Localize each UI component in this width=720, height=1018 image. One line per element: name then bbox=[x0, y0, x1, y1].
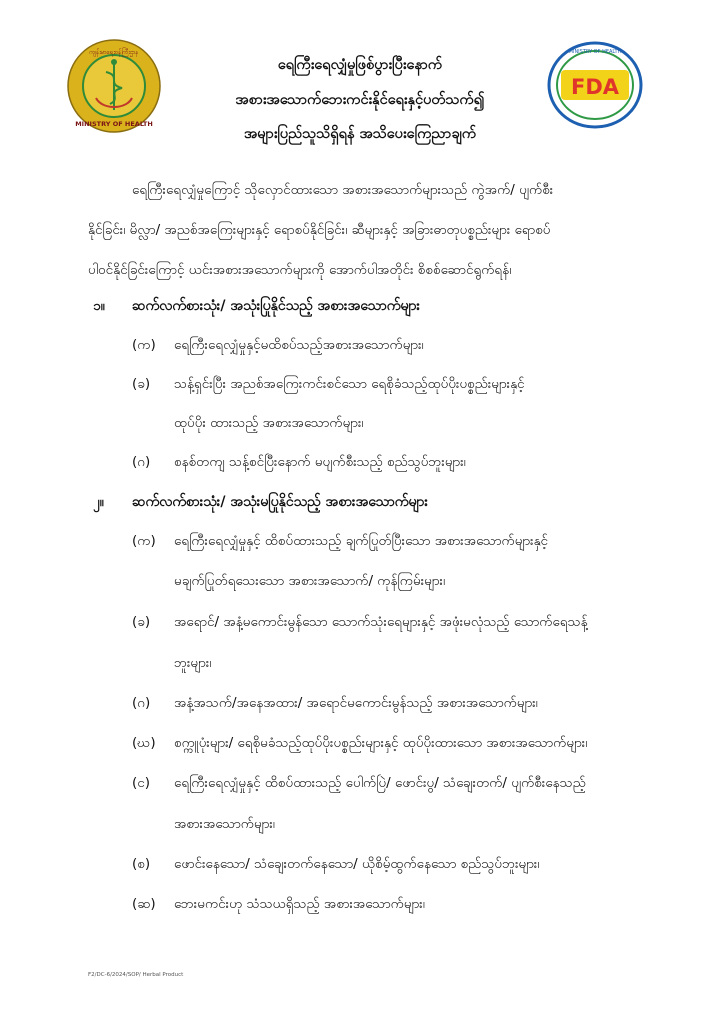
section-1-item-1-mark: (က) bbox=[132, 337, 156, 353]
intro-line-2: နိုင်ခြင်း၊ မိလ္လာ/ အညစ်အကြေးများနှင့် ရောစပ်နိုင်ခြင်း၊ ဆီများနှင့် အခြားဓာတုပစ္စည်းများ ရောစပ် bbox=[88, 222, 551, 238]
section-2-item-1-mark: (က) bbox=[132, 533, 156, 549]
moh-logo-bottom-text: MINISTRY OF HEALTH bbox=[75, 120, 153, 128]
section-2-item-7-mark: (ဆ) bbox=[132, 896, 156, 912]
section-2-item-4-text: စက္ကူပုံးများ/ ရေစိုမခံသည့်ထုပ်ပိုးပစ္စည်းများနှင့် ထုပ်ပိုးထားသော အစားအသောက်များ၊ bbox=[174, 735, 588, 751]
title-line-1: ရေကြီးရေလျှံမှုဖြစ်ပွားပြီးနောက် bbox=[277, 57, 443, 73]
section-2-item-6-text: ဖောင်းနေသော/ သံချေးတက်နေသော/ ယိုစိမ့်ထွက်နေသော စည်သွပ်ဘူးများ၊ bbox=[174, 856, 540, 872]
section-2-item-1-text: ရေကြီးရေလျှံမှုနှင့် ထိစပ်ထားသည့် ချက်ပြုတ်ပြီးသော အစားအသောက်များနှင့် bbox=[174, 533, 549, 549]
section-2-item-2-text-cont: ဘူးများ၊ bbox=[174, 655, 212, 671]
section-2-item-2-mark: (ခ) bbox=[132, 614, 151, 630]
section-1-item-3-text: စနစ်တကျ သန့်စင်ပြီးနောက် မပျက်စီးသည့် စည်သွပ်ဘူးများ၊ bbox=[174, 454, 466, 470]
fda-logo-ring-text: MINISTRY OF HEALTH bbox=[568, 49, 622, 55]
document-code-footer: F2/DC-6/2024/SOP/ Herbal Product bbox=[88, 972, 184, 978]
fda-logo bbox=[545, 40, 645, 130]
section-2-item-7-text: ဘေးမကင်းဟု သံသယရှိသည့် အစားအသောက်များ၊ bbox=[174, 896, 425, 912]
section-2-item-3-mark: (ဂ) bbox=[132, 695, 151, 711]
section-1-heading: ဆက်လက်စားသုံး/ အသုံးပြုနိုင်သည့် အစားအသောက်များ bbox=[132, 298, 420, 314]
ministry-of-health-logo bbox=[66, 38, 162, 134]
title-line-2: အစားအသောက်ဘေးကင်းနိုင်ရေးနှင့်ပတ်သက်၍ bbox=[235, 92, 485, 108]
section-2-heading: ဆက်လက်စားသုံး/ အသုံးမပြုနိုင်သည့် အစားအသောက်များ bbox=[132, 494, 428, 510]
section-2-number: ၂။ bbox=[93, 494, 104, 510]
section-2-item-2-text: အရောင်/ အနံ့မကောင်းမွန်သော သောက်သုံးရေများနှင့် အဖုံးမလုံသည့် သောက်ရေသန့် bbox=[174, 614, 588, 630]
section-2-item-3-text: အနံ့အသက်/အနေအထား/ အရောင်မကောင်းမွန်သည့် အစားအသောက်များ၊ bbox=[174, 695, 538, 711]
section-2-item-1-text-cont: မချက်ပြုတ်ရသေးသော အစားအသောက်/ ကုန်ကြမ်းများ၊ bbox=[174, 573, 446, 589]
section-1-item-1-text: ရေကြီးရေလျှံမှုနှင့်မထိစပ်သည့်အစားအသောက်များ၊ bbox=[174, 337, 424, 353]
moh-logo-top-text: ကျန်းမာရေးဝန်ကြီးဌာန bbox=[89, 49, 139, 56]
section-1-item-2-text-cont: ထုပ်ပိုး ထားသည့် အစားအသောက်များ၊ bbox=[174, 415, 364, 431]
section-1-item-2-text: သန့်ရှင်းပြီး အညစ်အကြေးကင်းစင်သော ရေစိုခံသည့်ထုပ်ပိုးပစ္စည်းများနှင့် bbox=[174, 376, 525, 392]
section-2-item-5-text: ရေကြီးရေလျှံမှုနှင့် ထိစပ်ထားသည့် ပေါက်ပြဲ/ ဖောင်းပွ/ သံချေးတက်/ ပျက်စီးနေသည့် bbox=[174, 775, 586, 791]
fda-logo-label: FDA bbox=[570, 75, 620, 99]
intro-line-1: ရေကြီးရေလျှံမှုကြောင့် သိုလှောင်ထားသော အစားအသောက်များသည် ကွဲအက်/ ပျက်စီး bbox=[132, 182, 554, 198]
section-2-item-5-text-cont: အစားအသောက်များ၊ bbox=[174, 816, 275, 832]
section-1-item-2-mark: (ခ) bbox=[132, 376, 151, 392]
section-1-item-3-mark: (ဂ) bbox=[132, 454, 151, 470]
section-2-item-6-mark: (စ) bbox=[132, 856, 151, 872]
section-2-item-5-mark: (င) bbox=[132, 775, 151, 791]
intro-line-3: ပါဝင်နိုင်ခြင်းကြောင့် ယင်းအစားအသောက်များကို အောက်ပါအတိုင်း စိစစ်ဆောင်ရွက်ရန်၊ bbox=[88, 262, 512, 278]
section-1-number: ၁။ bbox=[93, 298, 105, 314]
title-line-3: အများပြည်သူသိရှိရန် အသိပေးကြေညာချက် bbox=[243, 126, 477, 142]
section-2-item-4-mark: (ဃ) bbox=[132, 735, 156, 751]
